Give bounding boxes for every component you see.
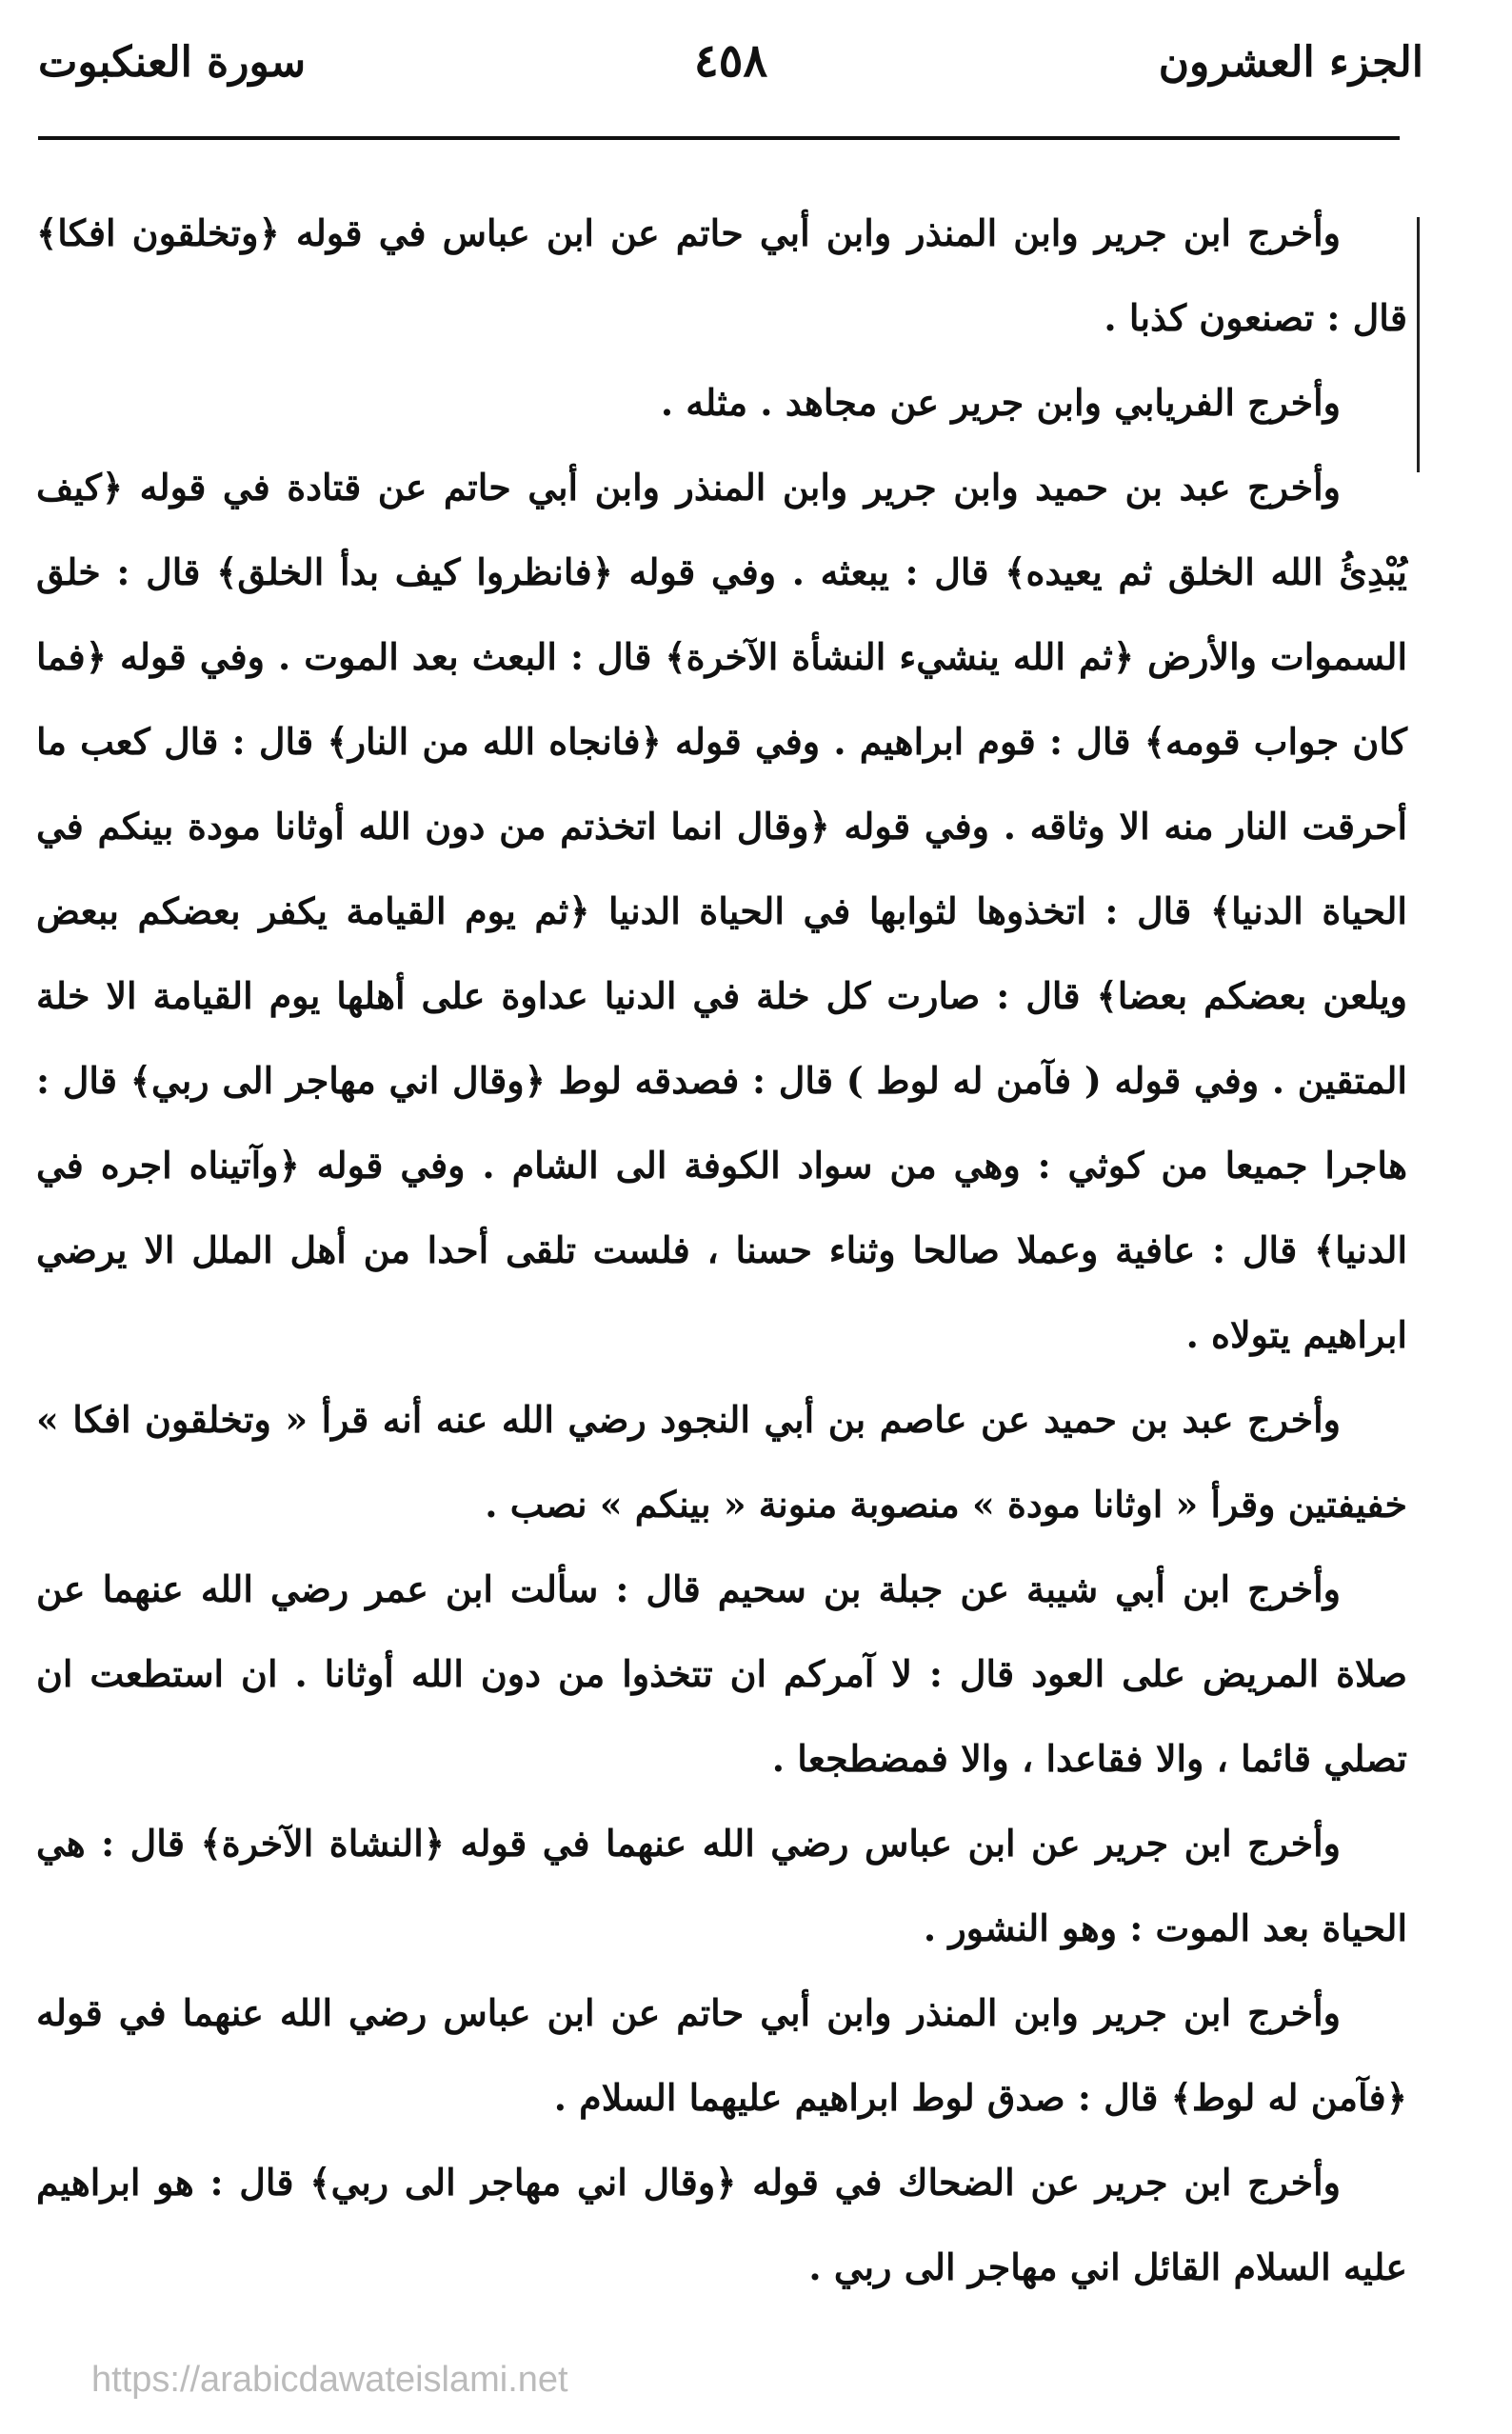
header-rule (38, 136, 1400, 140)
paragraph: وأخرج الفريابي وابن جرير عن مجاهد . مثله . (660, 381, 1341, 424)
paragraph: وأخرج عبد بن حميد وابن جرير وابن المنذر وابن أبي حاتم عن قتادة في قوله ﴿كيف يُبْدِئُ الله الخلق ثم يعيده﴾ قال : يبعثه . وفي قوله ﴿فانظروا كيف بدأ الخلق﴾ قال : خلق السموات والأرض ﴿ثم الله ينشيء النشأة الآخرة﴾ قال : البعث بعد الموت . وفي قوله ﴿فما كان جواب قومه﴾ قال : قوم ابراهيم . وفي قوله ﴿فانجاه الله من النار﴾ قال : قال كعب ما أحرقت النار منه الا وثاقه . وفي قوله ﴿وقال انما اتخذتم من دون الله أوثانا مودة بينكم في الحياة الدنيا﴾ قال : اتخذوها لثوابها في الحياة الدنيا ﴿ثم يوم القيامة يكفر بعضكم ببعض ويلعن بعضكم بعضا﴾ قال : صارت كل خلة في الدنيا عداوة على أهلها يوم القيامة الا خلة المتقين . وفي قوله ( فآمن له لوط ) قال : فصدقه لوط ﴿وقال اني مهاجر الى ربي﴾ قال : هاجرا جميعا من كوثي : وهي من سواد الكوفة الى الشام . وفي قوله ﴿وآتيناه اجره في الدنيا﴾ قال : عافية وعملا صالحا وثناء حسنا ، فلست تلقى أحدا من أهل الملل الا يرضي ابراهيم يتولاه . (36, 466, 1407, 1356)
margin-line (1417, 217, 1420, 472)
paragraph: وأخرج ابن جرير وابن المنذر وابن أبي حاتم عن ابن عباس في قوله ﴿وتخلقون افكا﴾ قال : تصنعون كذبا . (36, 211, 1407, 339)
paragraph: وأخرج ابن جرير عن الضحاك في قوله ﴿وقال اني مهاجر الى ربي﴾ قال : هو ابراهيم عليه السلام القائل اني مهاجر الى ربي . (36, 2161, 1407, 2288)
paragraph: وأخرج ابن جرير وابن المنذر وابن أبي حاتم عن ابن عباس رضي الله عنهما في قوله ﴿فآمن له لوط﴾ قال : صدق لوط ابراهيم عليهما السلام . (36, 1991, 1407, 2119)
juz-title: الجزء العشرون (1158, 38, 1423, 87)
paragraph: وأخرج ابن جرير عن ابن عباس رضي الله عنهما في قوله ﴿النشاة الآخرة﴾ قال : هي الحياة بعد الموت : وهو النشور . (36, 1822, 1407, 1949)
paragraph: وأخرج ابن أبي شيبة عن جبلة بن سحيم قال : سألت ابن عمر رضي الله عنهما عن صلاة المريض على العود قال : لا آمركم ان تتخذوا من دون الله أوثانا . ان استطعت ان تصلي قائما ، والا فقاعدا ، والا فمضطجعا . (36, 1567, 1407, 1780)
body-text (36, 190, 1407, 2309)
paragraph: وأخرج عبد بن حميد عن عاصم بن أبي النجود رضي الله عنه أنه قرأ « وتخلقون افكا » خفيفتين وقرأ « اوثانا مودة » منصوبة منونة « بينكم » نصب . (36, 1398, 1407, 1526)
surah-title: سورة العنكبوت (38, 38, 307, 87)
watermark-url: https://arabicdawateislami.net (91, 2360, 568, 2400)
page-number: ٤٥٨ (693, 34, 768, 88)
page-header (38, 29, 1423, 105)
